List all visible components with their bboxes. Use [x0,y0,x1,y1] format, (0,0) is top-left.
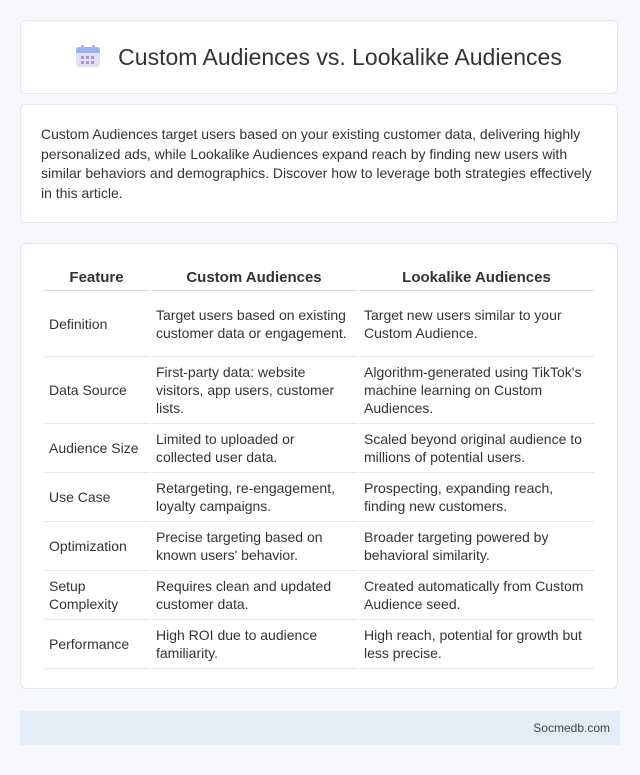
calendar-icon [76,45,100,69]
footer [20,711,620,745]
table-row [44,522,594,571]
lookalike-audiences-cell: Scaled beyond original audience to millions of potential users. [359,424,594,473]
comparison-table-card [20,243,618,689]
lookalike-audiences-cell: High reach, potential for growth but less precise. [359,620,594,669]
footer-site-link[interactable]: Socmedb.com [533,721,610,735]
column-header: Feature [44,264,149,291]
lookalike-audiences-cell: Prospecting, expanding reach, finding new customers. [359,473,594,522]
table-row [44,473,594,522]
table-row [44,291,594,357]
title-card [20,20,618,94]
lookalike-audiences-cell: Created automatically from Custom Audience seed. [359,571,594,620]
custom-audiences-cell: Precise targeting based on known users' behavior. [151,522,357,571]
table-row [44,571,594,620]
column-header: Lookalike Audiences [359,264,594,291]
intro-card [20,104,618,223]
table-row [44,357,594,424]
table-header-row [44,264,594,291]
lookalike-audiences-cell: Target new users similar to your Custom Audience. [359,291,594,357]
comparison-table [42,264,596,669]
custom-audiences-cell: First-party data: website visitors, app users, customer lists. [151,357,357,424]
custom-audiences-cell: High ROI due to audience familiarity. [151,620,357,669]
lookalike-audiences-cell: Algorithm-generated using TikTok's machine learning on Custom Audiences. [359,357,594,424]
feature-cell: Use Case [44,473,149,522]
custom-audiences-cell: Requires clean and updated customer data. [151,571,357,620]
custom-audiences-cell: Target users based on existing customer data or engagement. [151,291,357,357]
feature-cell: Setup Complexity [44,571,149,620]
table-row [44,424,594,473]
page-title: Custom Audiences vs. Lookalike Audiences [118,43,562,70]
lookalike-audiences-cell: Broader targeting powered by behavioral similarity. [359,522,594,571]
feature-cell: Optimization [44,522,149,571]
custom-audiences-cell: Retargeting, re-engagement, loyalty campaigns. [151,473,357,522]
feature-cell: Audience Size [44,424,149,473]
custom-audiences-cell: Limited to uploaded or collected user data. [151,424,357,473]
intro-text: Custom Audiences target users based on your existing customer data, delivering highly personalized ads, while Lookalike Audiences expand reach by finding new users with similar behaviors and demographics. Discover how to leverage both strategies effectively in this article. [41,126,592,201]
feature-cell: Definition [44,291,149,357]
column-header: Custom Audiences [151,264,357,291]
feature-cell: Data Source [44,357,149,424]
table-row [44,620,594,669]
feature-cell: Performance [44,620,149,669]
